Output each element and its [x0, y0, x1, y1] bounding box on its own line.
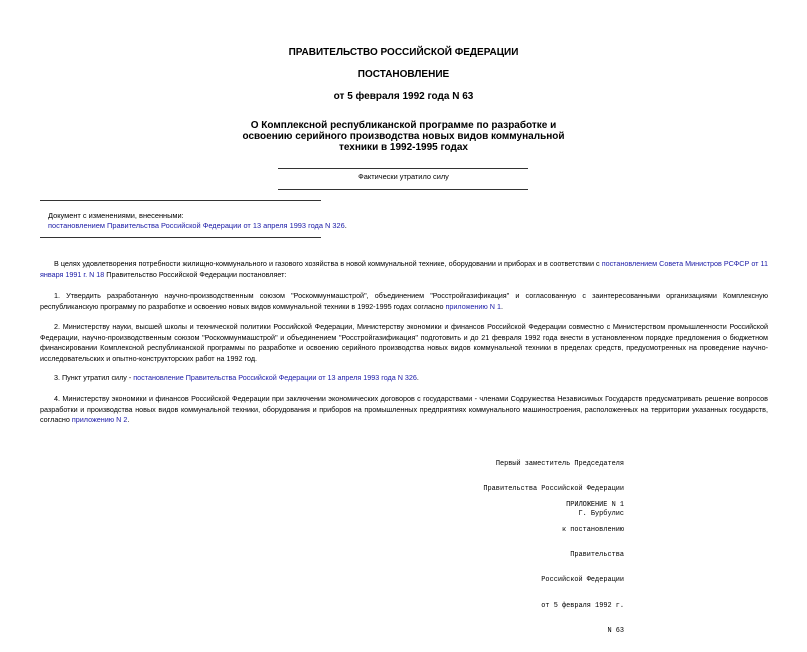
amendments-rule-bottom [40, 237, 321, 238]
amendments-block [48, 221, 347, 232]
title-line-3: техники в 1992-1995 годах [338, 142, 468, 153]
preamble-paragraph [40, 259, 768, 280]
appendix-line-1: ПРИЛОЖЕНИЕ N 1 [566, 500, 624, 509]
preamble-link[interactable]: постановлением Совета Министров РСФСР от 11 января 1991 г. N 18 [40, 259, 768, 279]
appendix-line-2: к постановлению [561, 526, 624, 535]
paragraph-4-tail: . [127, 415, 130, 425]
appendix-stamp [541, 484, 624, 652]
government-heading: ПРАВИТЕЛЬСТВО РОССИЙСКОЙ ФЕДЕРАЦИИ [288, 47, 519, 58]
title-line-2: освоению серийного производства новых видов коммунальной [242, 131, 565, 142]
paragraph-3-link[interactable]: постановление Правительства Российской Федерации от 13 апреля 1993 года N 326 [133, 373, 417, 382]
status-note: Фактически утратило силу [358, 172, 449, 181]
date-number-heading: от 5 февраля 1992 года N 63 [333, 91, 474, 102]
appendix-line-6: N 63 [607, 626, 624, 635]
amendments-rule-top [40, 200, 321, 201]
appendix-line-3: Правительства [570, 551, 624, 560]
paragraph-3-tail: . [416, 373, 419, 382]
status-rule-bottom [278, 189, 528, 190]
paragraph-2-text: 2. Министерству науки, высшей школы и технической политики Российской Федерации, Министерству экономики и финансов Российской Федерации совместно с Министерством промышленности Российской Федерации, научно-производственным союзом "Роскоммунмашстрой" и объединением "Росстройгазификация" подготовить и до 21 февраля 1992 года внести в установленном порядке предложения о бюджетном финансировании Комплексной республиканской программы по разработке и освоению серийного производства новых видов коммунальной техники в пределах средств, предусмотренных на проведение научно-исследовательских и опытно-конструкторских работ на 1992 год. [40, 322, 768, 363]
document-title [0, 120, 807, 153]
preamble-text-after: Правительство Российской Федерации постановляет: [104, 269, 287, 279]
title-line-1: О Комплексной республиканской программе по разработке и [250, 120, 557, 131]
appendix-line-4: Российской Федерации [541, 576, 624, 585]
amendments-intro: Документ с изменениями, внесенными: [48, 211, 184, 220]
paragraph-3-text: 3. Пункт утратил силу - [54, 373, 134, 382]
amendments-tail: . [344, 221, 347, 230]
paragraph-4 [40, 394, 768, 426]
doc-type-heading: ПОСТАНОВЛЕНИЕ [357, 69, 450, 80]
signature-line-1: Первый заместитель Председателя [495, 459, 624, 468]
preamble-text: В целях удовлетворения потребности жилищно-коммунального и газового хозяйства в новой коммунальной технике, оборудовании и приборах и в соответствии с [54, 259, 602, 268]
paragraph-2 [40, 322, 768, 364]
status-rule-top [278, 168, 528, 169]
paragraph-3 [40, 373, 768, 384]
appendix-line-5: от 5 февраля 1992 г. [541, 601, 624, 610]
paragraph-1-text: 1. Утвердить разработанную научно-производственным союзом "Роскоммунмашстрой", объединением "Росстройгазификация" и согласованную с заинтересованными организациями Комплексную республиканскую программу по разработке и освоению новых видов коммунальной техники в 1992-1995 годах согласно [40, 291, 768, 311]
appendix-2-link[interactable]: приложению N 2 [71, 415, 128, 425]
amendment-link[interactable]: постановлением Правительства Российской Федерации от 13 апреля 1993 года N 326 [48, 221, 345, 230]
paragraph-1-tail: . [501, 301, 503, 311]
signature-line-2: Правительства Российской Федерации [483, 485, 624, 494]
appendix-1-link[interactable]: приложению N 1 [445, 301, 501, 311]
signature-line-3: Г. Бурбулис [578, 510, 624, 519]
paragraph-4-text: 4. Министерству экономики и финансов Российской Федерации при заключении экономических договоров с государствами - членами Содружества Независимых Государств предусматривать решение вопросов разработки и производства новых видов коммунальной техники, оборудования и приборов на промышленных предприятиях коммунального машиностроения, расположенных на территории указанных государств, согласно [40, 394, 768, 425]
paragraph-1 [40, 291, 768, 312]
